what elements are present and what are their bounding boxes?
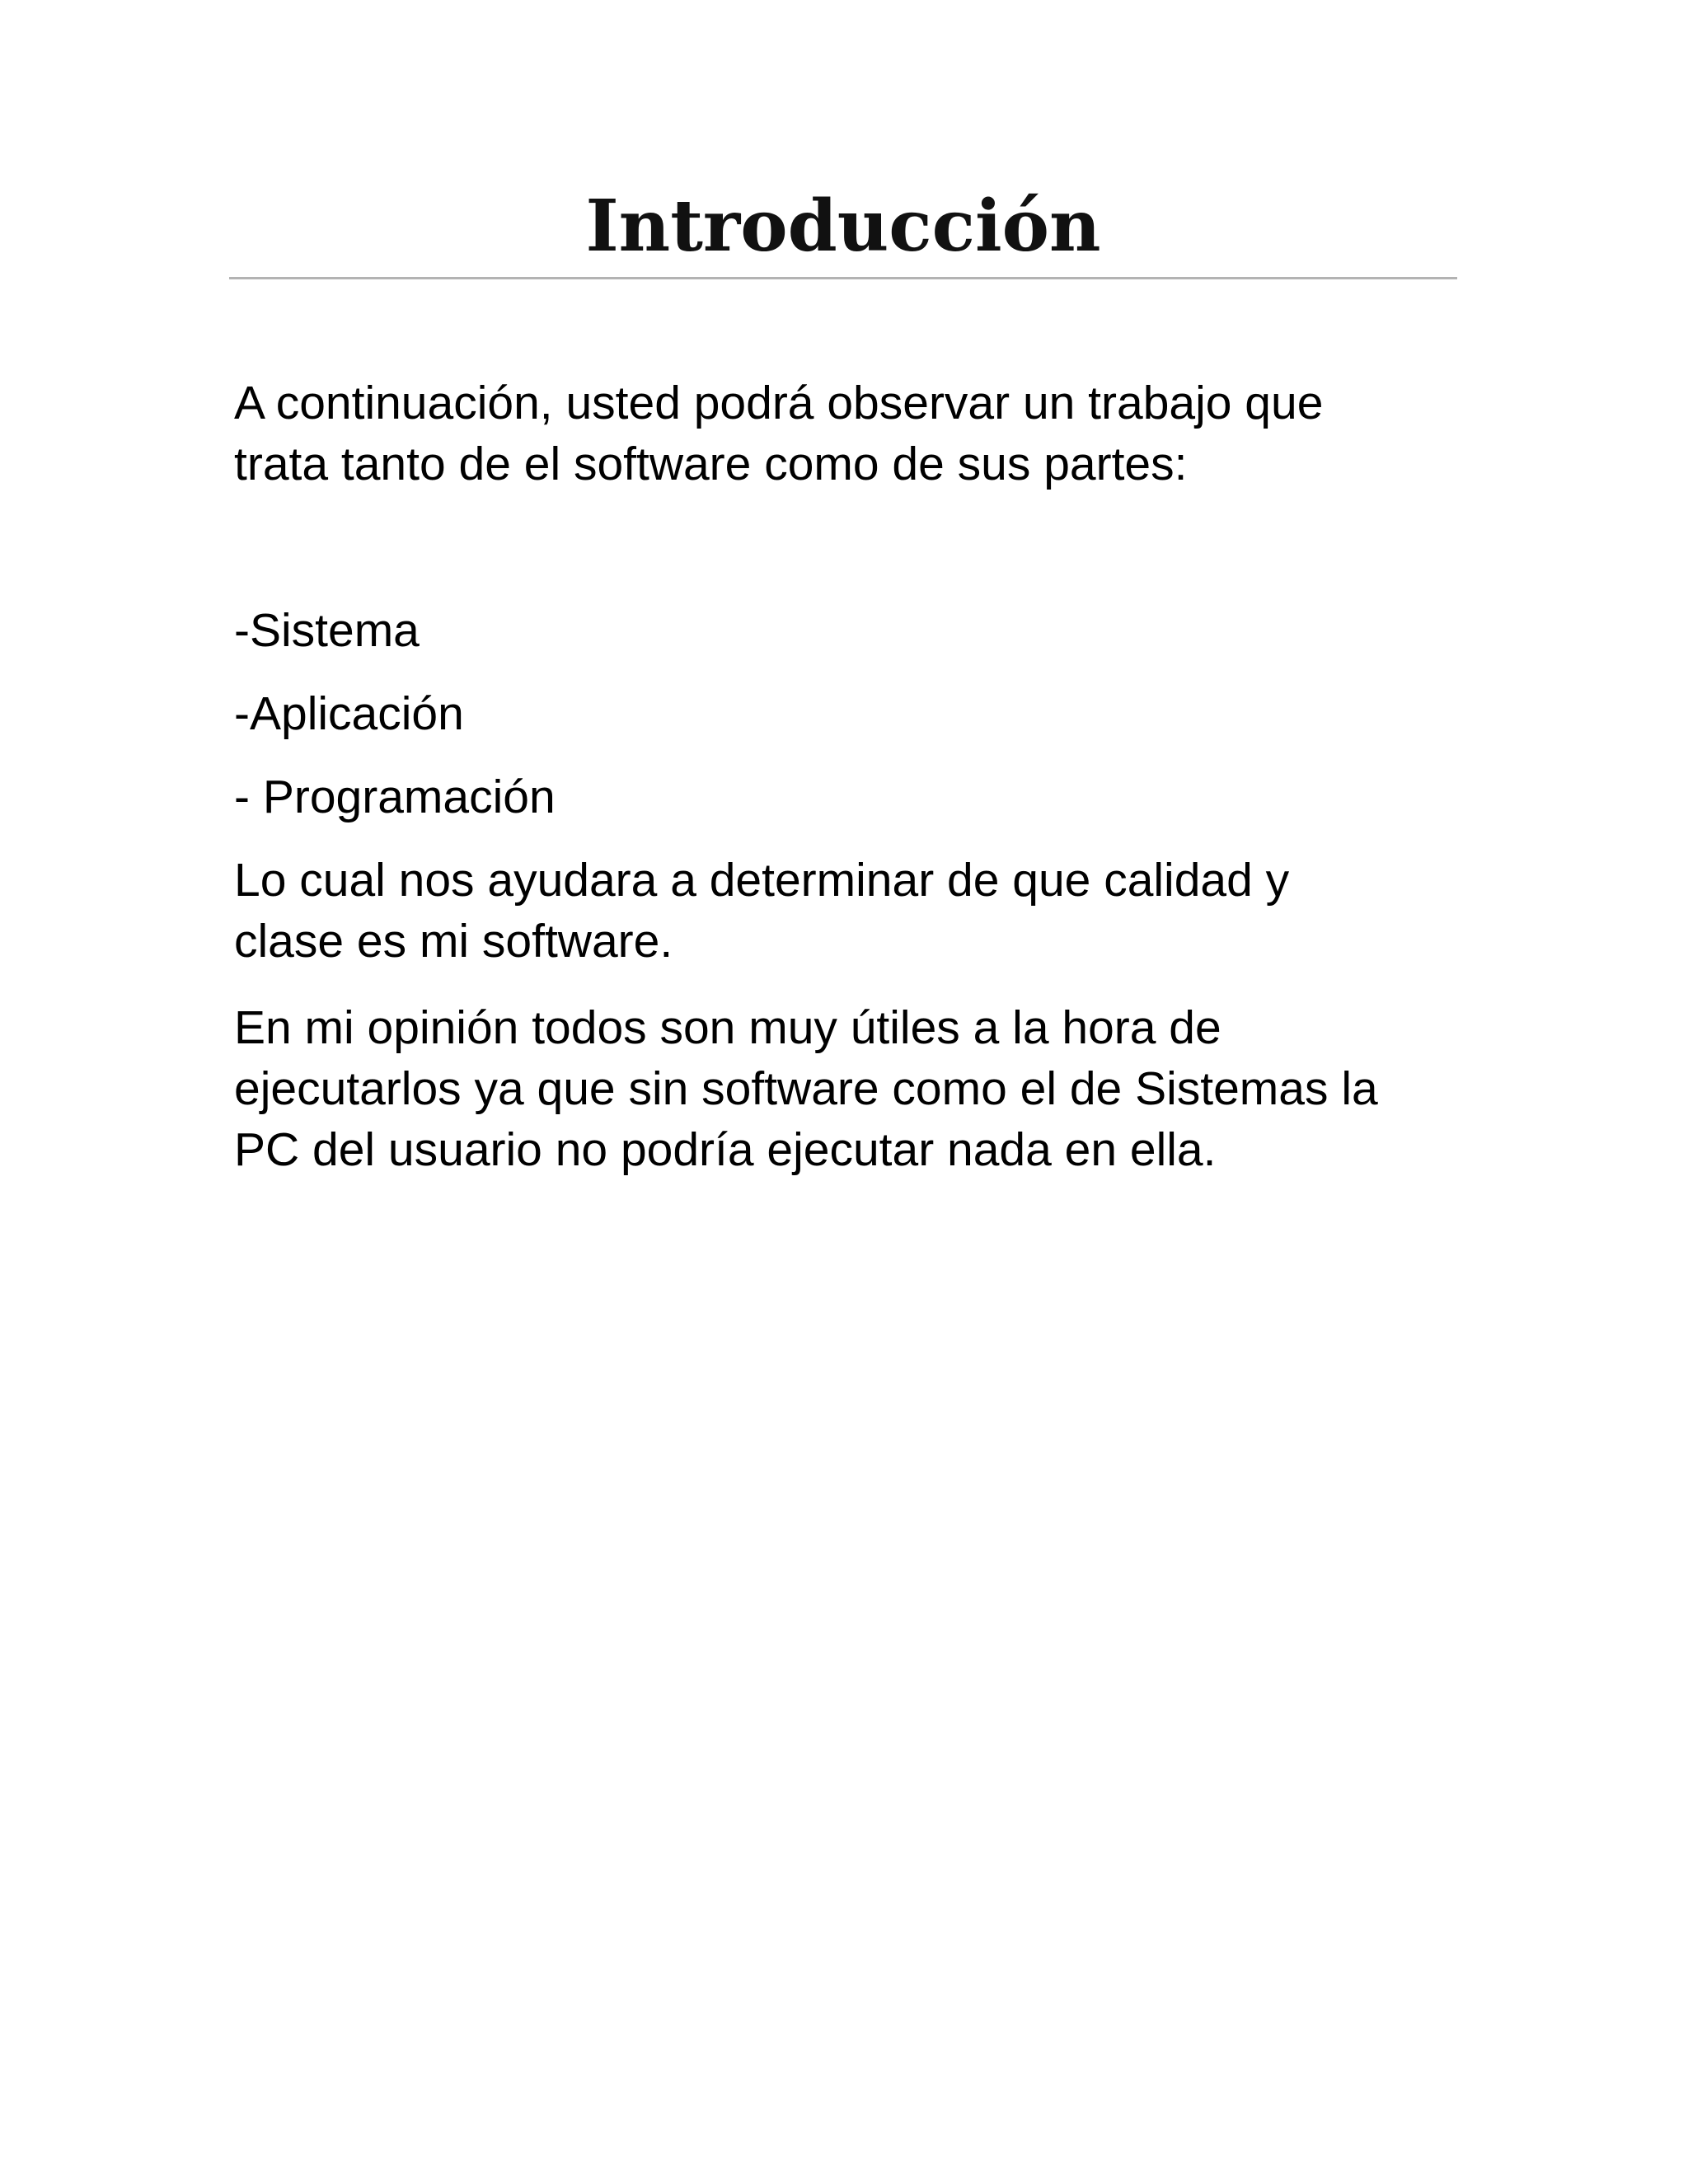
paragraph-3-line-3: PC del usuario no podría ejecutar nada en ella. xyxy=(234,1123,1217,1176)
intro-line-2: trata tanto de el software como de sus partes: xyxy=(234,438,1188,490)
intro-line-1: A continuación, usted podrá observar un trabajo que xyxy=(234,377,1324,429)
paragraph-3-line-1: En mi opinión todos son muy útiles a la hora de xyxy=(234,1001,1221,1054)
list-item-aplicacion: -Aplicación xyxy=(234,687,464,740)
list-item-programacion: - Programación xyxy=(234,771,556,823)
list-item-sistema: -Sistema xyxy=(234,604,420,657)
title-underline xyxy=(229,277,1457,279)
paragraph-2-line-2: clase es mi software. xyxy=(234,915,673,968)
paragraph-3-line-2: ejecutarlos ya que sin software como el de Sistemas la xyxy=(234,1062,1378,1115)
paragraph-2-line-1: Lo cual nos ayudara a determinar de que calidad y xyxy=(234,854,1290,907)
page-title: Introducción xyxy=(585,185,1101,268)
